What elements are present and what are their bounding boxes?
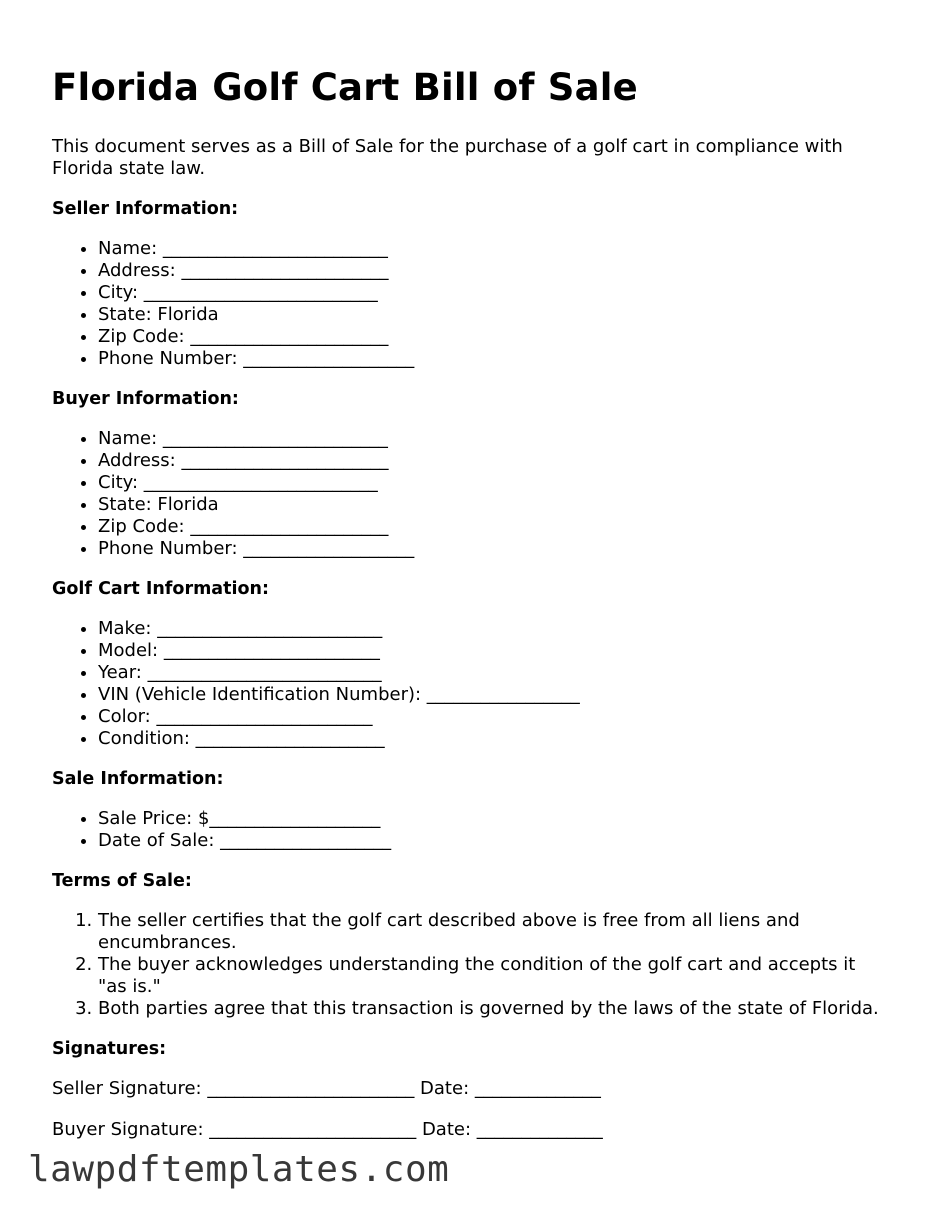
terms-list	[52, 910, 882, 1020]
seller-zip-field: • Zip Code: ______________________	[98, 326, 882, 348]
cart-make-field: • Make: _________________________	[98, 618, 882, 640]
intro-paragraph: This document serves as a Bill of Sale for the purchase of a golf cart in compliance with Florida state law.	[52, 136, 843, 179]
cart-color-field: • Color: ________________________	[98, 706, 882, 728]
cart-year-field: • Year: __________________________	[98, 662, 882, 684]
buyer-phone-field: • Phone Number: ___________________	[98, 538, 882, 560]
terms-heading: Terms of Sale:	[52, 871, 192, 891]
sale-list	[52, 808, 882, 852]
seller-address-field: • Address: _______________________	[98, 260, 882, 282]
buyer-state-field: • State: Florida	[98, 494, 882, 516]
page-title: Florida Golf Cart Bill of Sale	[52, 66, 638, 109]
cart-model-field: • Model: ________________________	[98, 640, 882, 662]
buyer-address-field: • Address: _______________________	[98, 450, 882, 472]
buyer-zip-field: • Zip Code: ______________________	[98, 516, 882, 538]
buyer-city-field: • City: __________________________	[98, 472, 882, 494]
terms-item: 3. Both parties agree that this transaction is governed by the laws of the state of Florida.	[98, 998, 882, 1020]
seller-phone-field: • Phone Number: ___________________	[98, 348, 882, 370]
cart-condition-field: • Condition: _____________________	[98, 728, 882, 750]
seller-city-field: • City: __________________________	[98, 282, 882, 304]
seller-name-field: • Name: _________________________	[98, 238, 882, 260]
cart-heading: Golf Cart Information:	[52, 579, 269, 599]
buyer-list	[52, 428, 882, 560]
terms-item: 1. The seller certifies that the golf cart described above is free from all liens and encumbrances.	[98, 910, 882, 954]
watermark-text: lawpdftemplates.com	[28, 1149, 450, 1190]
sale-heading: Sale Information:	[52, 769, 224, 789]
seller-state-field: • State: Florida	[98, 304, 882, 326]
seller-heading: Seller Information:	[52, 199, 239, 219]
bill-of-sale-document	[52, 64, 882, 1141]
cart-list	[52, 618, 882, 750]
buyer-name-field: • Name: _________________________	[98, 428, 882, 450]
seller-signature-line: Seller Signature: _______________________ Date: ______________	[52, 1078, 601, 1099]
seller-list	[52, 238, 882, 370]
terms-item: 2. The buyer acknowledges understanding the condition of the golf cart and accepts it "as is."	[98, 954, 882, 998]
cart-vin-field: • VIN (Vehicle Identification Number): _________________	[98, 684, 882, 706]
buyer-signature-line: Buyer Signature: _______________________ Date: ______________	[52, 1119, 603, 1140]
sale-date-field: • Date of Sale: ___________________	[98, 830, 882, 852]
signatures-heading: Signatures:	[52, 1039, 167, 1059]
buyer-heading: Buyer Information:	[52, 389, 239, 409]
sale-price-field: • Sale Price: $___________________	[98, 808, 882, 830]
